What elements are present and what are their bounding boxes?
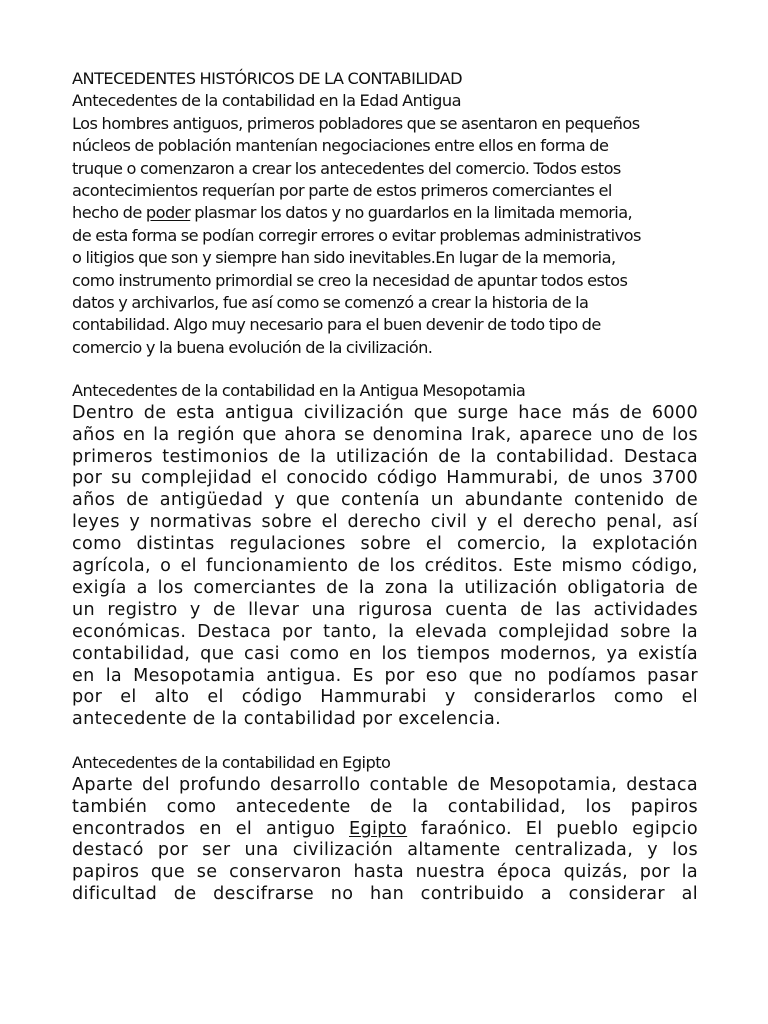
section2-line-11: económicas. Destaca por tanto, la elevada complejidad sobre la (72, 621, 698, 642)
section1-line-5-pre: hecho de (72, 203, 146, 223)
section3-line-3-pre: encontrados en el antiguo (72, 818, 350, 839)
section2-line-7: como distintas regulaciones sobre el comercio, la explotación (72, 534, 698, 555)
paragraph-gap (72, 731, 698, 752)
section1-line-10: contabilidad. Algo muy necesario para el buen devenir de todo tipo de (72, 315, 601, 335)
section2-line-1: Dentro de esta antigua civilización que surge hace más de 6000 (72, 402, 698, 423)
section3-line-5: papiros que se conservaron hasta nuestra época quizás, por la (72, 862, 698, 883)
egipto-link[interactable]: Egipto (349, 818, 408, 839)
poder-link[interactable]: poder (145, 203, 191, 223)
section1-line-1: Los hombres antiguos, primeros pobladores que se asentaron en pequeños (72, 113, 640, 133)
section1-heading: Antecedentes de la contabilidad en la Edad Antigua (72, 91, 461, 111)
section3-line-6: dificultad de descifrarse no han contribuido a considerar al (72, 884, 698, 905)
section1-line-5 (72, 202, 698, 224)
section1-line-9: datos y archivarlos, fue así como se comenzó a crear la historia de la (72, 293, 589, 313)
section1-line-8: como instrumento primordial se creo la necesidad de apuntar todos estos (72, 270, 628, 290)
section-egipto (72, 752, 698, 906)
section2-body (72, 403, 698, 732)
document-title: ANTECEDENTES HISTÓRICOS DE LA CONTABILIDAD (72, 69, 463, 88)
section2-line-5: años de antigüedad y que contenía un abundante contenido de (72, 490, 698, 511)
section2-line-3: primeros testimonios de la utilización de la contabilidad. Destaca (72, 446, 698, 467)
section3-line-1: Aparte del profundo desarrollo contable de Mesopotamia, destaca (72, 774, 698, 795)
section-mesopotamia (72, 380, 698, 731)
section2-line-13: en la Mesopotamia antigua. Es por eso que no podíamos pasar (72, 665, 698, 686)
section1-line-11: comercio y la buena evolución de la civilización. (72, 337, 433, 357)
section2-line-6: leyes y normativas sobre el derecho civil y el derecho penal, así (72, 512, 698, 533)
section3-line-2: también como antecedente de la contabilidad, los papiros (72, 796, 698, 817)
section2-line-10: un registro y de llevar una rigurosa cuenta de las actividades (72, 599, 698, 620)
document-page (72, 68, 698, 906)
section1-line-6: de esta forma se podían corregir errores o evitar problemas administrativos (72, 225, 641, 245)
section3-heading: Antecedentes de la contabilidad en Egipto (72, 753, 391, 773)
section2-line-4: por su complejidad el conocido código Hammurabi, de unos 3700 (72, 468, 698, 489)
section1-line-3: truque o comenzaron a crear los antecedentes del comercio. Todos estos (72, 158, 621, 178)
section2-line-15: antecedente de la contabilidad por excelencia. (72, 709, 502, 730)
paragraph-gap (72, 359, 698, 380)
section2-heading: Antecedentes de la contabilidad en la Antigua Mesopotamia (72, 381, 526, 401)
section-edad-antigua (72, 68, 698, 359)
section2-line-9: exigía a los comerciantes de la zona la utilización obligatoria de (72, 577, 698, 598)
section2-line-14: por el alto el código Hammurabi y considerarlos como el (72, 687, 698, 708)
section3-line-4: destacó por ser una civilización altamente centralizada, y los (72, 840, 698, 861)
section1-line-7: o litigios que son y siempre han sido inevitables.En lugar de la memoria, (72, 248, 616, 268)
section3-line-3 (72, 819, 698, 841)
section2-line-2: años en la región que ahora se denomina Irak, aparece uno de los (72, 424, 698, 445)
section2-line-8: agrícola, o el funcionamiento de los créditos. Este mismo código, (72, 556, 698, 577)
section1-line-4: acontecimientos requerían por parte de estos primeros comerciantes el (72, 181, 612, 201)
section1-line-2: núcleos de población mantenían negociaciones entre ellos en forma de (72, 136, 609, 156)
section2-line-12: contabilidad, que casi como en los tiempos modernos, ya existía (72, 643, 698, 664)
section3-line-3-post: faraónico. El pueblo egipcio (407, 818, 698, 839)
section3-body (72, 775, 698, 906)
section1-line-5-post: plasmar los datos y no guardarlos en la limitada memoria, (190, 203, 633, 223)
